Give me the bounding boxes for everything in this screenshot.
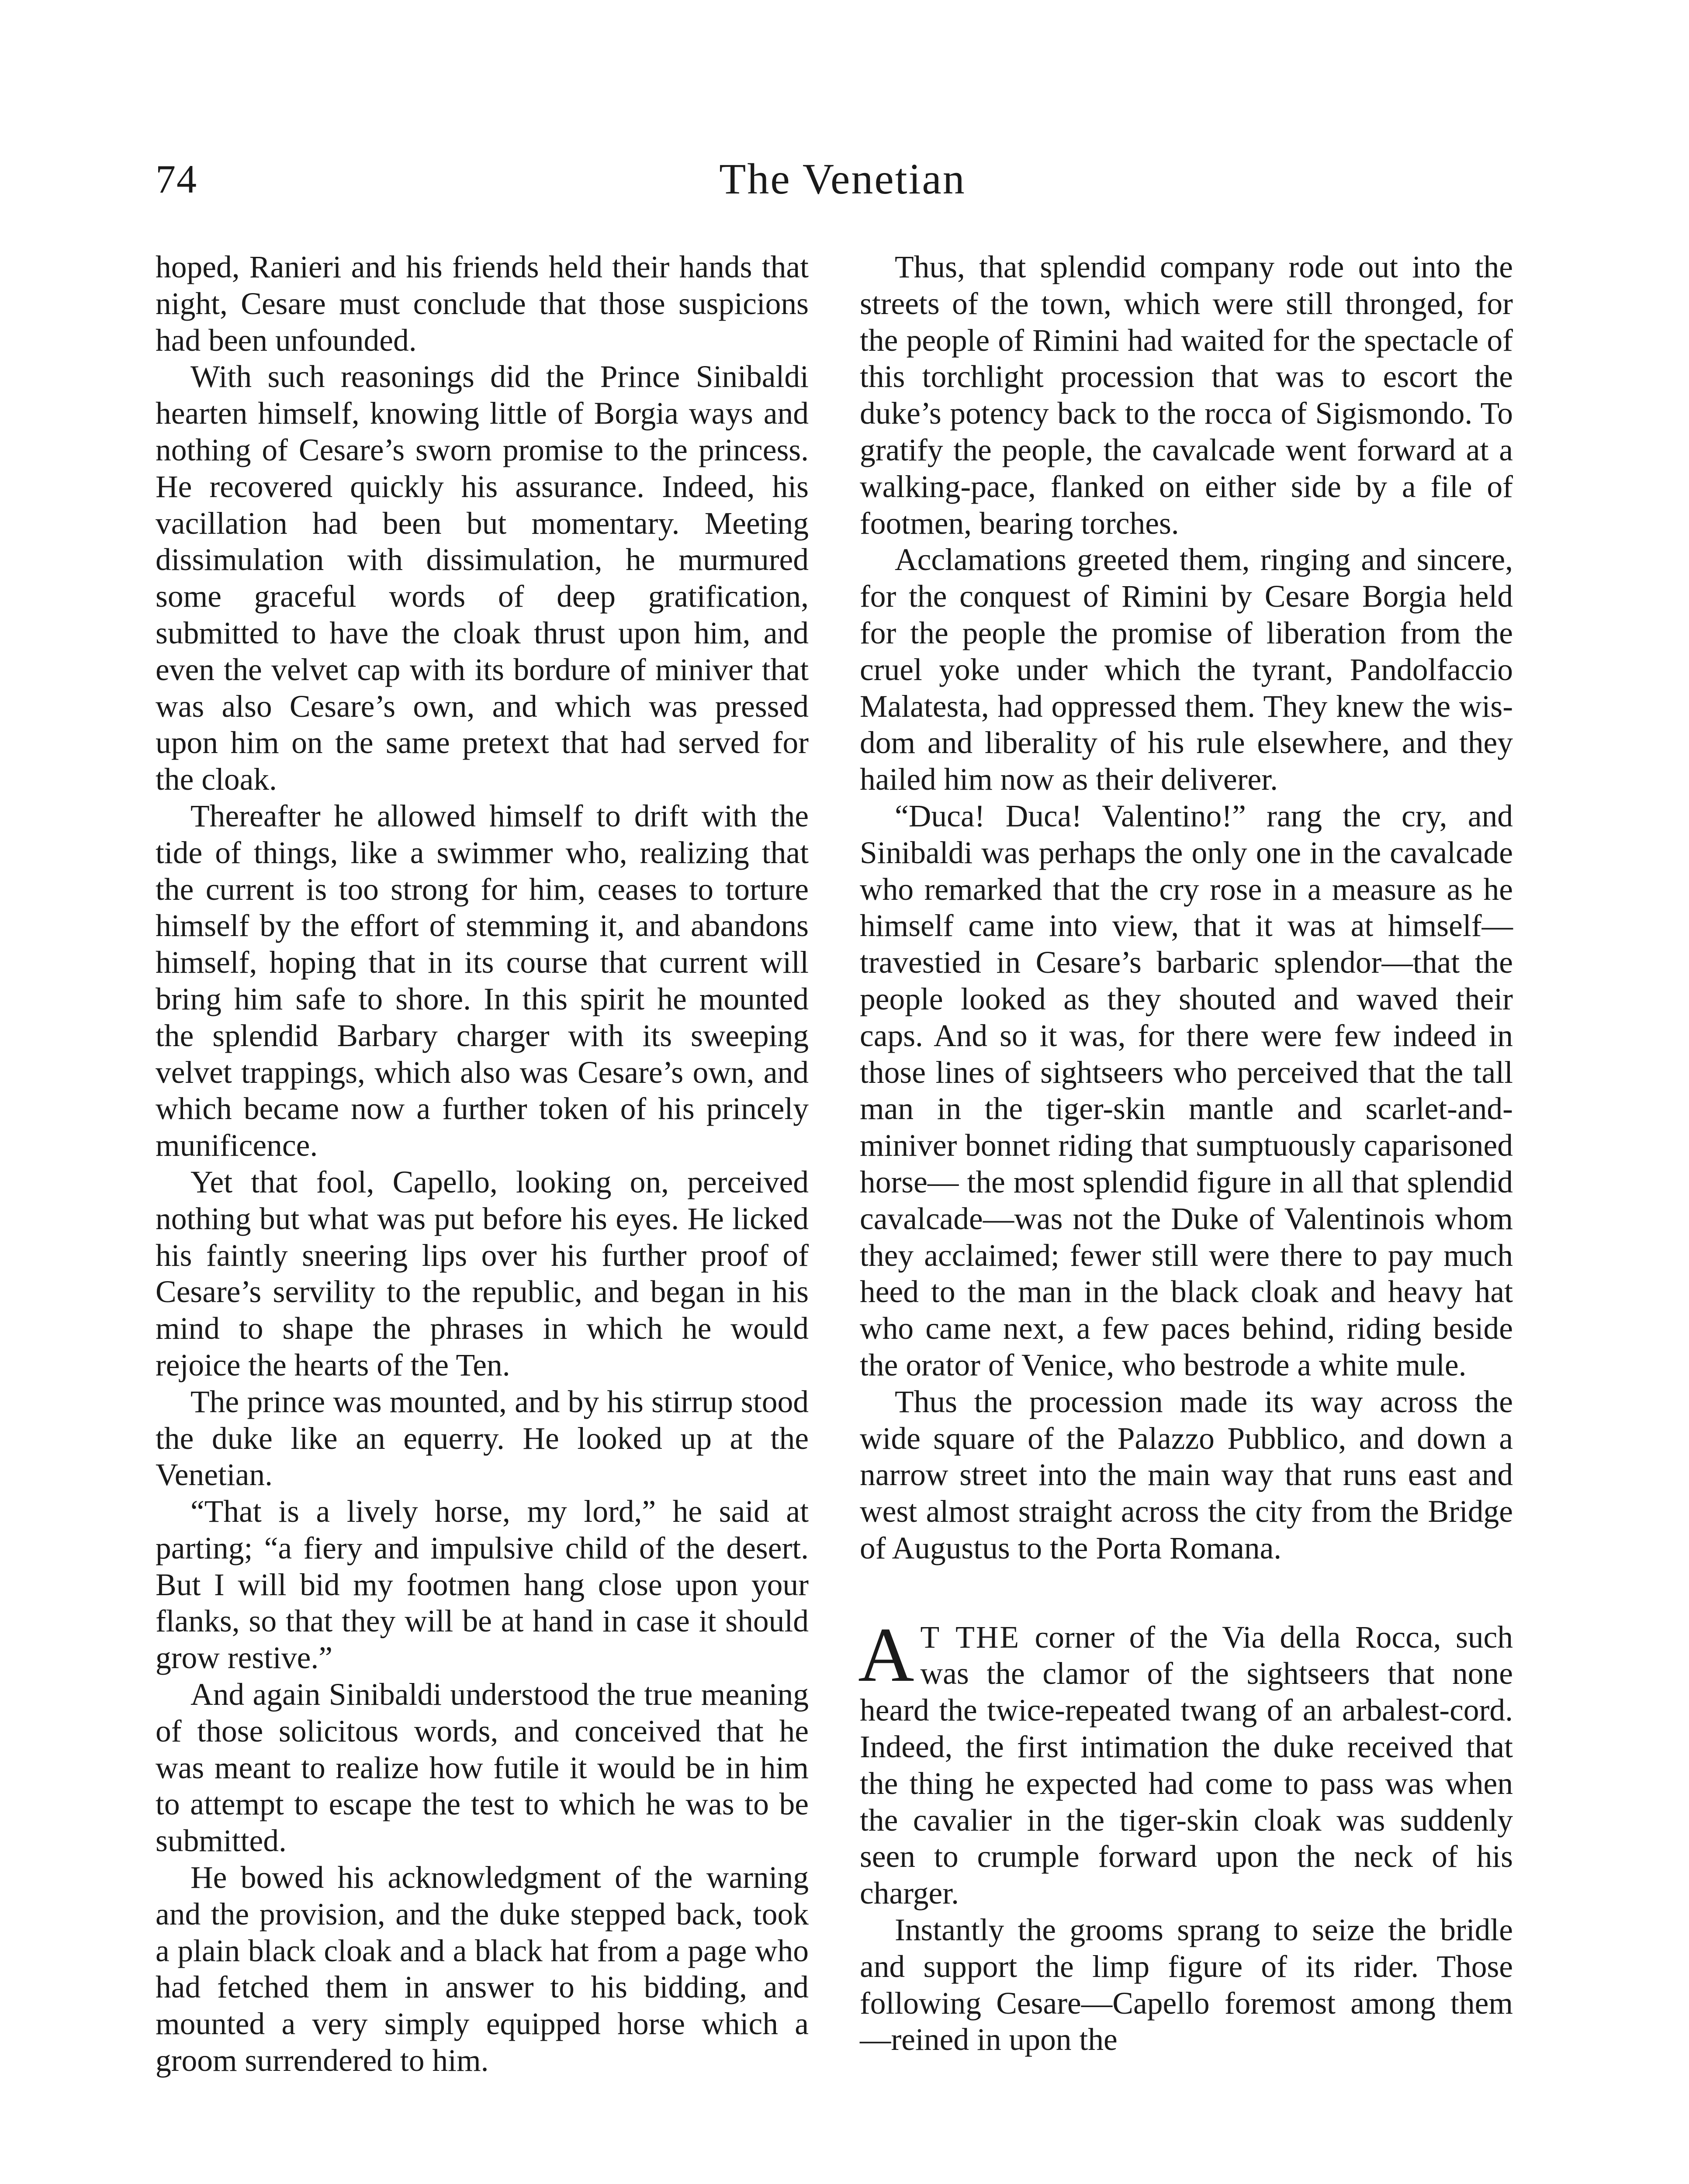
- paragraph: “That is a lively horse, my lord,” he said at parting; “a fiery and impulsive child of the desert. But I will bid my footmen hang close upon your flanks, so that they will be at hand in case it should grow restive.”: [156, 1494, 809, 1676]
- paragraph: Yet that fool, Capello, looking on, perceived nothing but what was put before his eyes. He licked his faintly sneering lips over his further proof of Cesare’s servility to the republic, and began in his mind to shape the phrases in which he would rejoice the hearts of the Ten.: [156, 1165, 809, 1382]
- section-opening-paragraph: [858, 1611, 1513, 1912]
- running-title: The Venetian: [719, 155, 966, 203]
- paragraph: The prince was mounted, and by his stirrup stood the duke like an equerry. He looked up at the Venetian.: [156, 1384, 809, 1493]
- paragraph: And again Sinibaldi understood the true meaning of those solicitous words, and conceived that he was meant to realize how futile it would be in him to attempt to escape the test to which he was to be submitted.: [156, 1677, 809, 1859]
- left-column: [156, 249, 809, 2079]
- page-header: [156, 153, 1530, 214]
- paragraph: Thus, that splendid company rode out into the streets of the town, which were still thronged, for the people of Rimini had waited for the spectacle of this torchlight procession that was to escort the duke’s potency back to the rocca of Sigismondo. To gratify the people, the cavalcade went forward at a walking-pace, flanked on either side by a file of footmen, bearing torches.: [860, 250, 1513, 541]
- paragraph: With such reasonings did the Prince Sinibaldi hearten himself, knowing little of Borgia ways and nothing of Cesare’s sworn promise to the princess. He recovered quickly his assurance. Indeed, his vacillation had been but momentary. Meeting dissimulation with dissimulation, he murmured some graceful words of deep gratification, submitted to have the cloak thrust upon him, and even the velvet cap with its bordure of miniver that was also Cesare’s own, and which was pressed upon him on the same pretext that had served for the cloak.: [156, 359, 809, 797]
- paragraph: Instantly the grooms sprang to seize the bridle and support the limp figure of its rider. Those following Cesare—Capello foremost among them—reined in upon the: [860, 1913, 1513, 2057]
- right-column: [860, 249, 1513, 2058]
- paragraph: “Duca! Duca! Valentino!” rang the cry, and Sinibaldi was perhaps the only one in the cavalcade who remarked that the cry rose in a measure as he himself came into view, that it was at himself—travestied in Cesare’s barbaric splendor—that the people looked as they shouted and waved their caps. And so it was, for there were few indeed in those lines of sightseers who perceived that the tall man in the tiger-skin mantle and scarlet-and-miniver bonnet riding that sumptuously caparisoned horse— the most splendid figure in all that splendid cavalcade—was not the Duke of Valentinois whom they acclaimed; fewer still were there to pay much heed to the man in the black cloak and heavy hat who came next, a few paces behind, riding beside the orator of Venice, who bestrode a white mule.: [860, 798, 1513, 1382]
- paragraph: Acclamations greeted them, ringing and sincere, for the conquest of Rimini by Cesare Borgia held for the people the promise of liberation from the cruel yoke under which the tyrant, Pandolfaccio Malatesta, had oppressed them. They knew the wisdom and liberality of his rule elsewhere, and they hailed him now as their deliverer.: [860, 543, 1513, 797]
- paragraph: Thus the procession made its way across the wide square of the Palazzo Pubblico, and down a narrow street into the main way that runs east and west almost straight across the city from the Bridge of Augustus to the Porta Romana.: [860, 1384, 1513, 1565]
- paragraph: hoped, Ranieri and his friends held their hands that night, Cesare must conclude that those suspicions had been unfounded.: [156, 250, 809, 358]
- paragraph: He bowed his acknowledgment of the warning and the provision, and the duke stepped back, took a plain black cloak and a black hat from a page who had fetched them in answer to his bidding, and mounted a very simply equipped horse which a groom surrendered to him.: [156, 1860, 809, 2078]
- drop-cap: A: [858, 1611, 914, 1698]
- opening-lead-words: T THE: [920, 1620, 1021, 1655]
- page-number: 74: [156, 157, 197, 201]
- opening-text: corner of the Via della Rocca, such was the clamor of the sightseers that none heard the twice-repeated twang of an arbalest-cord. Indeed, the first intimation the duke received that the thing he expected had come to pass was when the cavalier in the tiger-skin cloak was suddenly seen to crumple forward upon the neck of his charger.: [860, 1620, 1513, 1911]
- paragraph: Thereafter he allowed himself to drift with the tide of things, like a swimmer who, realizing that the current is too strong for him, ceases to torture himself by the effort of stemming it, and abandons himself, hoping that in its course that current will bring him safe to shore. In this spirit he mounted the splendid Barbary charger with its sweeping velvet trappings, which also was Cesare’s own, and which became now a further token of his princely munificence.: [156, 798, 809, 1163]
